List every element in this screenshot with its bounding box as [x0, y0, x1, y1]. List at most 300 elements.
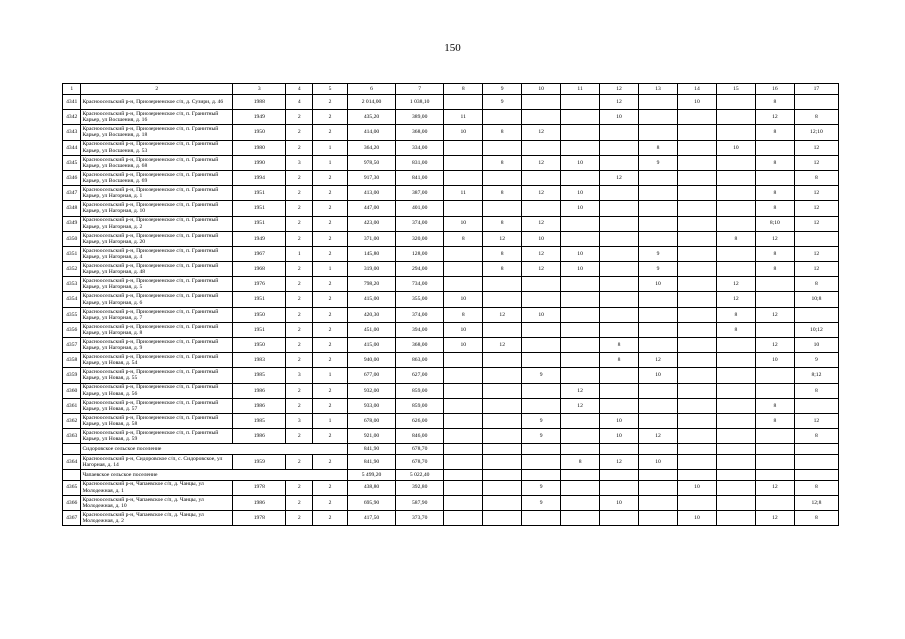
- table-cell: 10: [561, 155, 600, 170]
- table-row: [63, 368, 839, 383]
- table-cell: [483, 429, 522, 444]
- table-cell: [522, 277, 561, 292]
- table-cell: 387,00: [396, 186, 444, 201]
- column-header: 4: [286, 84, 313, 95]
- table-cell: 12: [561, 383, 600, 398]
- table-cell: 435,20: [347, 110, 395, 125]
- table-cell: [716, 201, 755, 216]
- table-cell: [522, 170, 561, 185]
- table-cell: [600, 246, 639, 261]
- table-cell: [63, 470, 81, 481]
- table-cell: [716, 383, 755, 398]
- table-row: [63, 454, 839, 469]
- table-cell: 1986: [233, 398, 286, 413]
- table-cell: [716, 338, 755, 353]
- table-row: [63, 495, 839, 510]
- table-cell: 10: [561, 201, 600, 216]
- table-cell: [600, 444, 639, 455]
- table-cell: 374,00: [396, 307, 444, 322]
- table-cell: 12: [600, 170, 639, 185]
- table-cell: 8: [483, 262, 522, 277]
- table-cell: 627,00: [396, 368, 444, 383]
- table-cell: 1967: [233, 246, 286, 261]
- table-cell: 933,00: [347, 398, 395, 413]
- table-cell: 2: [286, 429, 313, 444]
- table-cell: 10: [677, 510, 716, 525]
- table-cell: [716, 480, 755, 495]
- table-cell: 3: [286, 155, 313, 170]
- table-cell: [522, 201, 561, 216]
- table-cell: 2: [286, 353, 313, 368]
- table-cell: 2: [313, 495, 348, 510]
- table-cell: [677, 231, 716, 246]
- table-cell: 2 014,00: [347, 95, 395, 110]
- table-cell: 10: [444, 322, 483, 337]
- table-cell: 1: [286, 246, 313, 261]
- housing-register-table: [62, 83, 839, 526]
- table-cell: 2: [286, 510, 313, 525]
- table-cell: 12: [755, 480, 794, 495]
- column-header: 13: [639, 84, 678, 95]
- table-cell: [677, 398, 716, 413]
- table-cell: [483, 322, 522, 337]
- table-cell: 12: [716, 292, 755, 307]
- table-cell: 145,80: [347, 246, 395, 261]
- table-cell: 10: [561, 246, 600, 261]
- table-cell: 695,90: [347, 495, 395, 510]
- address-cell: Красноосельский р-н, Приозерненское с/п, п. Гранитный Карьер, ул Новая, д. 56: [81, 383, 233, 398]
- table-cell: [794, 444, 838, 455]
- table-cell: [444, 429, 483, 444]
- table-cell: 12: [794, 413, 838, 428]
- table-cell: 12: [639, 353, 678, 368]
- address-cell: Красноосельский р-н, Приозерненское с/п, п. Гранитный Карьер, ул Новая, д. 57: [81, 398, 233, 413]
- table-cell: 10: [600, 495, 639, 510]
- row-number: 4356: [63, 322, 81, 337]
- table-cell: [677, 292, 716, 307]
- table-cell: [522, 470, 561, 481]
- table-cell: 2: [313, 216, 348, 231]
- table-cell: [677, 495, 716, 510]
- table-cell: 12;10: [794, 125, 838, 140]
- table-cell: 8: [444, 231, 483, 246]
- table-cell: [639, 201, 678, 216]
- table-cell: 1986: [233, 495, 286, 510]
- table-cell: [639, 510, 678, 525]
- table-cell: [755, 429, 794, 444]
- table-cell: 2: [313, 338, 348, 353]
- table-cell: 8: [600, 353, 639, 368]
- table-row: [63, 398, 839, 413]
- table-cell: [677, 413, 716, 428]
- table-cell: [483, 470, 522, 481]
- column-header: 12: [600, 84, 639, 95]
- table-cell: 9: [794, 353, 838, 368]
- table-row: [63, 429, 839, 444]
- table-cell: 392,80: [396, 480, 444, 495]
- row-number: 4366: [63, 495, 81, 510]
- table-cell: [716, 353, 755, 368]
- table-cell: 2: [313, 322, 348, 337]
- settlement-name: Сидоровское сельское поселение: [81, 444, 347, 455]
- table-cell: 917,30: [347, 170, 395, 185]
- table-cell: 8: [794, 510, 838, 525]
- table-row: [63, 353, 839, 368]
- row-number: 4348: [63, 201, 81, 216]
- row-number: 4349: [63, 216, 81, 231]
- table-cell: [639, 495, 678, 510]
- column-header: 2: [81, 84, 233, 95]
- table-cell: 2: [313, 170, 348, 185]
- page-number: 150: [444, 42, 461, 54]
- table-cell: 10: [522, 307, 561, 322]
- table-cell: [444, 277, 483, 292]
- table-cell: 401,00: [396, 201, 444, 216]
- table-cell: 373,70: [396, 510, 444, 525]
- address-cell: Красноосельский р-н, Чапаевское с/п, д. Чанцы, ул Молодежная, д. 1: [81, 480, 233, 495]
- table-cell: 1985: [233, 413, 286, 428]
- table-cell: 413,00: [347, 186, 395, 201]
- table-cell: [561, 510, 600, 525]
- table-cell: [561, 216, 600, 231]
- table-cell: 8: [483, 216, 522, 231]
- table-cell: [600, 307, 639, 322]
- table-cell: [483, 292, 522, 307]
- table-cell: 2: [313, 277, 348, 292]
- table-cell: [600, 480, 639, 495]
- table-cell: 10: [600, 110, 639, 125]
- table-cell: 8: [483, 125, 522, 140]
- table-cell: 417,50: [347, 510, 395, 525]
- table-cell: 2: [286, 454, 313, 469]
- table-cell: [677, 201, 716, 216]
- address-cell: Красноосельский р-н, Приозерненское с/п, п. Гранитный Карьер, ул Нагорная, д. 7: [81, 307, 233, 322]
- table-cell: 12: [794, 186, 838, 201]
- table-row: [63, 246, 839, 261]
- table-cell: 374,00: [396, 216, 444, 231]
- column-header: 11: [561, 84, 600, 95]
- table-cell: 10: [677, 95, 716, 110]
- table-cell: [755, 368, 794, 383]
- table-cell: 1994: [233, 170, 286, 185]
- row-number: 4360: [63, 383, 81, 398]
- table-cell: 1: [313, 155, 348, 170]
- table-cell: 8: [755, 125, 794, 140]
- table-cell: 921,00: [347, 429, 395, 444]
- address-cell: Красноосельский р-н, Приозерненское с/п, п. Гранитный Карьер, ул Нагорная, д. 8: [81, 322, 233, 337]
- table-cell: [639, 413, 678, 428]
- table-cell: 12: [794, 201, 838, 216]
- row-number: 4350: [63, 231, 81, 246]
- row-number: 4343: [63, 125, 81, 140]
- table-cell: [561, 338, 600, 353]
- table-cell: [600, 383, 639, 398]
- row-number: 4358: [63, 353, 81, 368]
- table-cell: 10: [600, 413, 639, 428]
- table-cell: [716, 155, 755, 170]
- table-cell: [794, 398, 838, 413]
- table-cell: [561, 125, 600, 140]
- table-cell: [561, 480, 600, 495]
- table-cell: [755, 454, 794, 469]
- table-cell: [561, 353, 600, 368]
- table-cell: 8: [444, 307, 483, 322]
- table-cell: 12: [522, 262, 561, 277]
- table-cell: [444, 413, 483, 428]
- row-number: 4345: [63, 155, 81, 170]
- column-header: 9: [483, 84, 522, 95]
- table-cell: [444, 470, 483, 481]
- table-cell: [639, 110, 678, 125]
- table-cell: 2: [286, 216, 313, 231]
- table-cell: 12: [794, 140, 838, 155]
- table-cell: [444, 398, 483, 413]
- table-cell: 1988: [233, 95, 286, 110]
- table-cell: [677, 338, 716, 353]
- table-cell: 10: [639, 454, 678, 469]
- table-cell: [483, 495, 522, 510]
- table-cell: [639, 216, 678, 231]
- column-header: 17: [794, 84, 838, 95]
- table-cell: 2: [313, 480, 348, 495]
- table-cell: [444, 480, 483, 495]
- table-cell: 12: [522, 216, 561, 231]
- table-cell: 423,00: [347, 216, 395, 231]
- table-cell: [600, 155, 639, 170]
- table-cell: [483, 201, 522, 216]
- table-cell: [794, 470, 838, 481]
- table-cell: [716, 110, 755, 125]
- table-cell: 1950: [233, 125, 286, 140]
- address-cell: Красноосельский р-н, Приозерненское с/п, п. Гранитный Карьер, ул Восшения, д. 68: [81, 155, 233, 170]
- table-cell: 8: [755, 398, 794, 413]
- table-cell: 389,00: [396, 110, 444, 125]
- table-cell: [716, 510, 755, 525]
- table-row: [63, 292, 839, 307]
- table-cell: [716, 413, 755, 428]
- table-cell: [522, 353, 561, 368]
- table-row: [63, 307, 839, 322]
- table-cell: [639, 95, 678, 110]
- table-cell: [522, 292, 561, 307]
- table-cell: [561, 95, 600, 110]
- table-cell: 9: [522, 413, 561, 428]
- table-cell: [755, 470, 794, 481]
- table-cell: [677, 353, 716, 368]
- table-cell: 10;12: [794, 322, 838, 337]
- table-cell: 8: [755, 262, 794, 277]
- table-cell: [677, 383, 716, 398]
- table-cell: [444, 368, 483, 383]
- table-cell: 2: [286, 186, 313, 201]
- table-cell: [755, 495, 794, 510]
- table-cell: 10: [755, 353, 794, 368]
- table-cell: [561, 170, 600, 185]
- table-cell: 12: [483, 307, 522, 322]
- table-cell: [677, 444, 716, 455]
- table-cell: [561, 495, 600, 510]
- table-cell: 2: [313, 398, 348, 413]
- row-number: 4363: [63, 429, 81, 444]
- column-header: 16: [755, 84, 794, 95]
- table-cell: [522, 454, 561, 469]
- row-number: 4367: [63, 510, 81, 525]
- table-cell: [716, 454, 755, 469]
- table-cell: [716, 444, 755, 455]
- table-cell: 841,90: [347, 454, 395, 469]
- table-cell: 420,30: [347, 307, 395, 322]
- table-cell: 8: [794, 383, 838, 398]
- table-cell: [677, 429, 716, 444]
- table-cell: [561, 368, 600, 383]
- table-cell: 128,00: [396, 246, 444, 261]
- table-cell: [444, 155, 483, 170]
- table-cell: [639, 231, 678, 246]
- table-cell: [716, 125, 755, 140]
- table-cell: 2: [313, 429, 348, 444]
- table-cell: 2: [286, 480, 313, 495]
- table-cell: [639, 338, 678, 353]
- table-cell: [444, 140, 483, 155]
- table-cell: [794, 454, 838, 469]
- table-cell: [561, 140, 600, 155]
- table-cell: 2: [313, 95, 348, 110]
- table-cell: 10: [561, 262, 600, 277]
- table-cell: [677, 170, 716, 185]
- table-cell: [444, 201, 483, 216]
- table-cell: [639, 186, 678, 201]
- table-cell: 8: [755, 246, 794, 261]
- table-cell: 10: [522, 231, 561, 246]
- column-header: 5: [313, 84, 348, 95]
- table-cell: 12: [483, 231, 522, 246]
- table-cell: 294,00: [396, 262, 444, 277]
- subtotal-area: 5 022,40: [396, 470, 444, 481]
- table-cell: 626,00: [396, 413, 444, 428]
- table-cell: 1980: [233, 140, 286, 155]
- table-cell: 368,00: [396, 125, 444, 140]
- table-cell: 1: [313, 368, 348, 383]
- table-cell: 2: [286, 110, 313, 125]
- table-cell: 2: [313, 201, 348, 216]
- table-cell: 12: [522, 125, 561, 140]
- table-cell: 9: [522, 429, 561, 444]
- table-cell: [483, 413, 522, 428]
- table-cell: [561, 444, 600, 455]
- table-cell: 10: [444, 292, 483, 307]
- table-cell: 12: [755, 110, 794, 125]
- table-cell: 12: [794, 216, 838, 231]
- table-cell: [600, 470, 639, 481]
- table-cell: 10: [444, 216, 483, 231]
- table-cell: [561, 429, 600, 444]
- table-cell: [716, 398, 755, 413]
- table-cell: 1: [313, 140, 348, 155]
- address-cell: Красноосельский р-н, Приозерненское с/п, п. Гранитный Карьер, ул Нагорная, д. 6: [81, 292, 233, 307]
- table-cell: 8: [794, 110, 838, 125]
- table-cell: 8: [755, 201, 794, 216]
- table-cell: 1978: [233, 510, 286, 525]
- table-cell: [639, 383, 678, 398]
- table-cell: [677, 125, 716, 140]
- table-cell: [677, 454, 716, 469]
- table-cell: 1: [313, 262, 348, 277]
- table-cell: [600, 231, 639, 246]
- row-number: 4353: [63, 277, 81, 292]
- table-cell: 587,90: [396, 495, 444, 510]
- table-cell: 12: [755, 510, 794, 525]
- table-cell: 12: [755, 338, 794, 353]
- row-number: 4364: [63, 454, 81, 469]
- table-cell: [677, 186, 716, 201]
- row-number: 4355: [63, 307, 81, 322]
- column-header: 1: [63, 84, 81, 95]
- table-cell: 8: [794, 480, 838, 495]
- address-cell: Красноосельский р-н, Приозерненское с/п, п. Гранитный Карьер, ул Восшения, д. 69: [81, 170, 233, 185]
- column-header: 3: [233, 84, 286, 95]
- header-row: [63, 84, 839, 95]
- table-cell: 364,20: [347, 140, 395, 155]
- address-cell: Красноосельский р-н, Приозерненское с/п, д. Сузири, д. 46: [81, 95, 233, 110]
- table-cell: [600, 125, 639, 140]
- table-cell: [522, 510, 561, 525]
- table-cell: 831,00: [396, 155, 444, 170]
- column-header: 6: [347, 84, 395, 95]
- table-cell: 8;10: [755, 216, 794, 231]
- table-cell: 8: [755, 95, 794, 110]
- column-header: 7: [396, 84, 444, 95]
- table-cell: [600, 140, 639, 155]
- table-cell: 8: [639, 140, 678, 155]
- table-cell: [444, 444, 483, 455]
- table-cell: [561, 413, 600, 428]
- table-cell: 2: [286, 277, 313, 292]
- table-cell: [522, 383, 561, 398]
- table-cell: 2: [313, 292, 348, 307]
- table-cell: 1985: [233, 368, 286, 383]
- table-cell: [522, 140, 561, 155]
- table-cell: [755, 322, 794, 337]
- table-cell: [444, 495, 483, 510]
- table-cell: [522, 444, 561, 455]
- table-cell: [755, 444, 794, 455]
- table-row: [63, 231, 839, 246]
- table-cell: 10: [639, 368, 678, 383]
- subtotal-area: 841,90: [347, 444, 395, 455]
- row-number: 4352: [63, 262, 81, 277]
- table-cell: [63, 444, 81, 455]
- table-cell: [483, 398, 522, 413]
- table-cell: 1976: [233, 277, 286, 292]
- table-cell: 678,70: [396, 454, 444, 469]
- table-cell: 415,00: [347, 338, 395, 353]
- table-cell: 368,00: [396, 338, 444, 353]
- table-cell: [677, 246, 716, 261]
- table-cell: 8: [483, 186, 522, 201]
- table-cell: [716, 470, 755, 481]
- table-cell: [561, 470, 600, 481]
- table-cell: 1 038,10: [396, 95, 444, 110]
- table-cell: [794, 307, 838, 322]
- row-number: 4351: [63, 246, 81, 261]
- table-cell: [677, 110, 716, 125]
- table-cell: [444, 383, 483, 398]
- table-cell: 2: [286, 231, 313, 246]
- table-cell: 734,00: [396, 277, 444, 292]
- table-row: [63, 155, 839, 170]
- table-cell: 8: [794, 277, 838, 292]
- table-cell: [755, 277, 794, 292]
